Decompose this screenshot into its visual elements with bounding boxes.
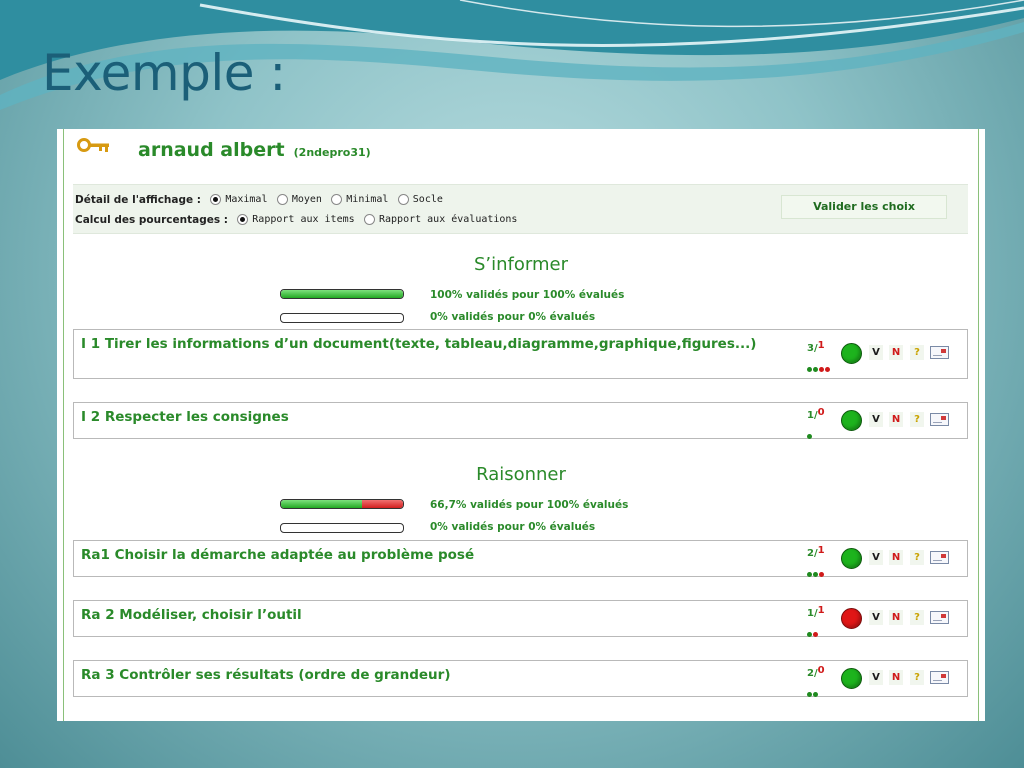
radio-socle[interactable]: [398, 194, 409, 205]
ratio-validated: 3: [807, 343, 814, 354]
unknown-button[interactable]: ?: [910, 610, 924, 625]
evaluation-dot: [807, 367, 812, 372]
validate-choices-button[interactable]: Valider les choix: [781, 195, 947, 219]
competence-label: I 2 Respecter les consignes: [81, 409, 289, 425]
ratio-slash: /: [813, 667, 818, 679]
radio-rapport-evaluations[interactable]: [364, 214, 375, 225]
ratio-validated: 1: [807, 409, 814, 421]
message-icon[interactable]: [930, 346, 949, 359]
competence-row: [73, 540, 968, 577]
radio-rapport-items[interactable]: [237, 214, 248, 225]
evaluation-ratio: [807, 664, 825, 679]
validate-button[interactable]: V: [869, 550, 883, 565]
message-icon[interactable]: [930, 413, 949, 426]
not-validated-button[interactable]: N: [889, 670, 903, 685]
evaluation-dot: [807, 632, 812, 637]
evaluation-dot: [819, 572, 824, 577]
competence-controls: [807, 406, 957, 433]
competence-label: Ra1 Choisir la démarche adaptée au problème posé: [81, 547, 475, 563]
evaluation-dot: [825, 367, 830, 372]
competence-row: [73, 660, 968, 697]
evaluation-ratio: [807, 406, 825, 421]
section-title-raisonner: Raisonner: [476, 464, 566, 485]
progress-valid-fill: [281, 500, 362, 508]
competence-row: [73, 329, 968, 379]
unknown-button[interactable]: ?: [910, 670, 924, 685]
status-indicator-icon: [841, 410, 862, 431]
right-border: [978, 129, 979, 721]
status-indicator-icon: [841, 548, 862, 569]
student-name: arnaud albert: [138, 139, 285, 161]
evaluation-dot: [813, 367, 818, 372]
evaluation-ratio: [807, 544, 825, 559]
progress-bar: [280, 499, 404, 509]
ratio-validated: 2: [807, 667, 814, 679]
progress-bar: [280, 523, 404, 533]
evaluation-dot: [813, 692, 818, 697]
ratio-failed: 0: [817, 664, 825, 676]
percentage-calc-label: Calcul des pourcentages :: [75, 214, 228, 226]
evaluation-ratio: [807, 340, 825, 354]
not-validated-button[interactable]: N: [889, 550, 903, 565]
competence-label: Ra 2 Modéliser, choisir l’outil: [81, 607, 302, 623]
student-header: [138, 139, 371, 161]
ratio-failed: 0: [817, 406, 825, 418]
unknown-button[interactable]: ?: [910, 550, 924, 565]
competence-controls: [807, 604, 957, 631]
ratio-failed: 1: [817, 340, 825, 351]
competence-label: Ra 3 Contrôler ses résultats (ordre de grandeur): [81, 667, 451, 683]
unknown-button[interactable]: ?: [910, 345, 924, 360]
evaluation-dots: [807, 562, 825, 568]
message-icon[interactable]: [930, 671, 949, 684]
option-rapport-items-label: Rapport aux items: [252, 214, 355, 225]
competence-controls: [807, 342, 957, 366]
progress-bar: [280, 313, 404, 323]
ratio-failed: 1: [817, 604, 825, 616]
evaluation-dot: [807, 572, 812, 577]
option-moyen-label: Moyen: [291, 194, 322, 205]
percentage-calc-row: [75, 212, 517, 228]
evaluation-dot: [807, 692, 812, 697]
app-screenshot: [57, 129, 985, 721]
progress-text: 66,7% validés pour 100% évalués: [430, 499, 629, 511]
section-title-sinformer: S’informer: [474, 254, 568, 275]
progress-invalid-fill: [362, 500, 403, 508]
left-border: [63, 129, 64, 721]
message-icon[interactable]: [930, 611, 949, 624]
ratio-failed: 1: [817, 544, 825, 556]
option-minimal-label: Minimal: [346, 194, 389, 205]
competence-row: [73, 600, 968, 637]
radio-moyen[interactable]: [277, 194, 288, 205]
status-indicator-icon: [841, 608, 862, 629]
competence-label: I 1 Tirer les informations d’un document(texte, tableau,diagramme,graphique,figures...): [81, 336, 757, 352]
evaluation-dots: [807, 424, 813, 430]
competence-controls: [807, 544, 957, 571]
slide-title: Exemple :: [42, 44, 286, 102]
evaluation-dots: [807, 357, 831, 363]
validate-button[interactable]: V: [869, 670, 883, 685]
ratio-slash: /: [813, 607, 818, 619]
evaluation-dot: [813, 632, 818, 637]
progress-text: 0% validés pour 0% évalués: [430, 521, 596, 533]
evaluation-dot: [813, 572, 818, 577]
competence-controls: [807, 664, 957, 691]
option-rapport-evaluations-label: Rapport aux évaluations: [378, 214, 518, 225]
progress-text: 100% validés pour 100% évalués: [430, 289, 625, 301]
evaluation-dot: [807, 434, 812, 439]
status-indicator-icon: [841, 343, 862, 364]
display-detail-label: Détail de l'affichage :: [75, 194, 201, 206]
competence-row: [73, 402, 968, 439]
progress-text: 0% validés pour 0% évalués: [430, 311, 596, 323]
display-detail-row: [75, 192, 443, 208]
validate-button[interactable]: V: [869, 345, 883, 360]
radio-maximal[interactable]: [210, 194, 221, 205]
ratio-slash: /: [813, 409, 818, 421]
validate-button[interactable]: V: [869, 610, 883, 625]
unknown-button[interactable]: ?: [910, 412, 924, 427]
not-validated-button[interactable]: N: [889, 412, 903, 427]
evaluation-dot: [819, 367, 824, 372]
ratio-validated: 2: [807, 547, 814, 559]
progress-valid-fill: [281, 290, 403, 298]
status-indicator-icon: [841, 668, 862, 689]
key-icon: [77, 137, 111, 155]
option-socle-label: Socle: [412, 194, 443, 205]
ratio-slash: /: [813, 547, 818, 559]
evaluation-ratio: [807, 604, 825, 619]
evaluation-dots: [807, 682, 819, 688]
radio-minimal[interactable]: [331, 194, 342, 205]
option-maximal-label: Maximal: [225, 194, 268, 205]
progress-bar: [280, 289, 404, 299]
ratio-slash: /: [813, 343, 818, 354]
validate-button[interactable]: V: [869, 412, 883, 427]
student-class: (2ndepro31): [293, 146, 371, 159]
not-validated-button[interactable]: N: [889, 345, 903, 360]
ratio-validated: 1: [807, 607, 814, 619]
evaluation-dots: [807, 622, 819, 628]
not-validated-button[interactable]: N: [889, 610, 903, 625]
message-icon[interactable]: [930, 551, 949, 564]
